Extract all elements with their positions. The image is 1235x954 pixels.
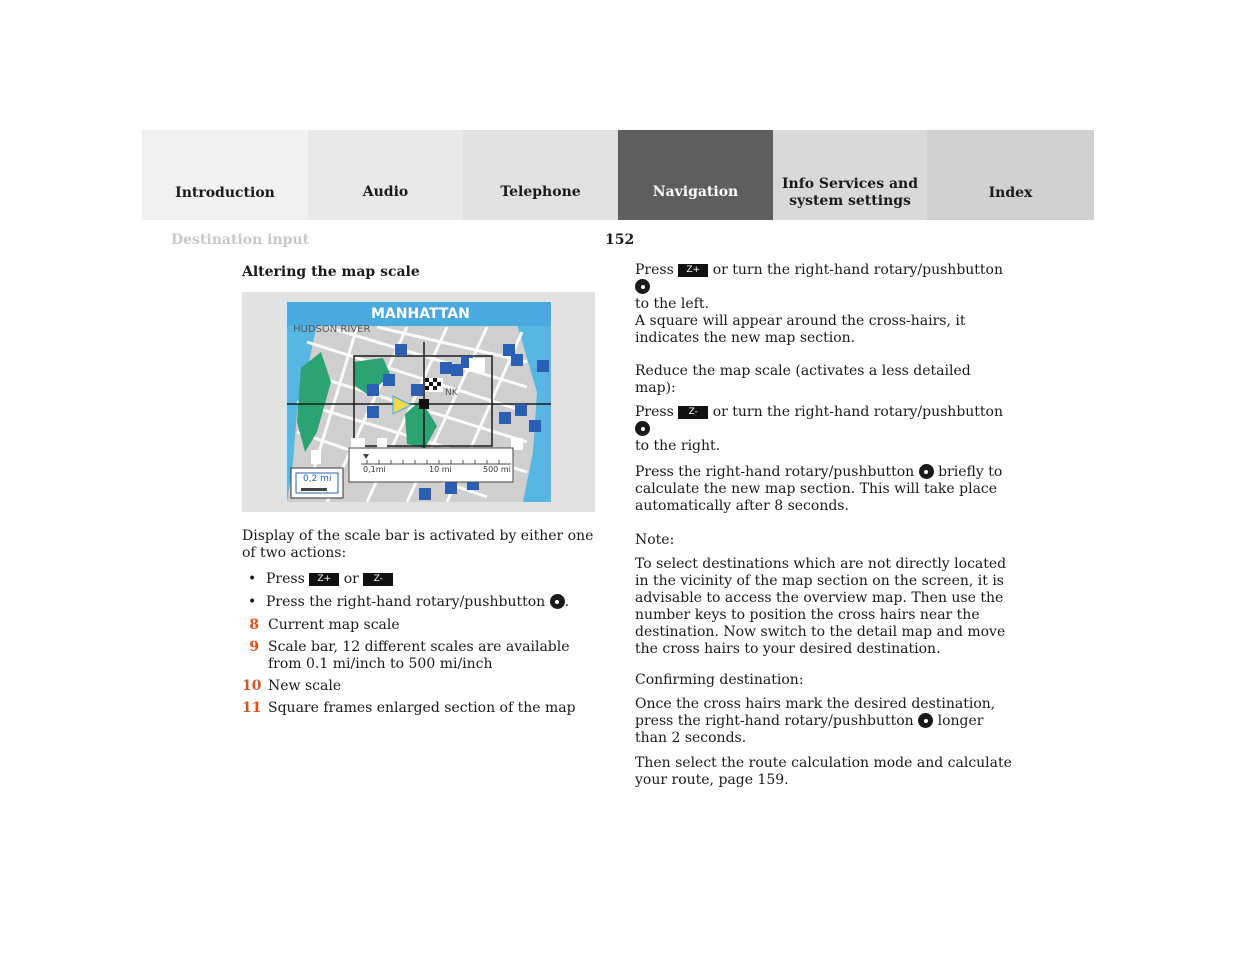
rotary-pushbutton-icon (550, 594, 565, 609)
tab-index[interactable]: Index (927, 130, 1094, 220)
zoom-out-key: Z- (363, 573, 393, 586)
action-list (242, 571, 602, 611)
intro-text: Display of the scale bar is activated by either one of two actions: (242, 528, 594, 561)
tab-audio[interactable]: Audio (308, 130, 463, 220)
tab-navigation[interactable]: Navigation (618, 130, 773, 220)
current-scale-label: 0,2 mi (303, 474, 332, 484)
route-instruction: Then select the route calculation mode and calculate your route, page 159. (635, 755, 1012, 788)
rotary-pushbutton-icon (918, 713, 933, 728)
map-title: MANHATTAN (371, 306, 470, 322)
legend-item-11: 11 Square frames enlarged section of the map (242, 700, 576, 716)
calculate-instruction: Press the right-hand rotary/pushbutton briefly to calculate the new map section. This will take place automatically after 8 seconds. (635, 464, 1003, 514)
rotary-pushbutton-icon (635, 421, 650, 436)
reduce-scale-heading: Reduce the map scale (activates a less detailed map): (635, 363, 971, 396)
scale-tick-min: 0,1mi (363, 465, 386, 474)
rotary-pushbutton-icon (635, 279, 650, 294)
note-label: Note: (635, 532, 675, 548)
rotary-pushbutton-icon (919, 464, 934, 479)
section-title: Destination input (171, 232, 310, 248)
left-column (242, 262, 602, 282)
zoom-in-key: Z+ (309, 573, 339, 586)
list-item: • Press the right-hand rotary/pushbutton . (248, 594, 570, 610)
legend-item-10: 10 New scale (242, 678, 342, 694)
note-text: To select destinations which are not directly located in the vicinity of the map section on the screen, it is advisable to access the overview map. Then use the number keys to position the cross hairs near the destination. Now switch to the detail map and move the cross hairs to your desired destination. (635, 556, 1007, 657)
zoom-in-instruction: Press Z+ or turn the right-hand rotary/pushbutton to the left. (635, 262, 1004, 312)
scale-tick-max: 500 mi (483, 465, 511, 474)
section-heading: Altering the map scale (242, 264, 420, 280)
square-info: A square will appear around the cross-hairs, it indicates the new map section. (635, 313, 966, 346)
left-text (242, 528, 602, 717)
map-river-label: HUDSON RIVER (293, 324, 371, 335)
zoom-in-key: Z+ (678, 264, 708, 277)
legend-item-8: 8 Current map scale (249, 617, 400, 633)
confirm-heading: Confirming destination: (635, 672, 804, 688)
zoom-out-instruction: Press Z- or turn the right-hand rotary/pushbutton to the right. (635, 404, 1004, 454)
tab-telephone[interactable]: Telephone (463, 130, 618, 220)
map-park-label: NK (445, 388, 458, 398)
tab-info-services[interactable]: Info Services and system settings (773, 130, 927, 220)
confirm-instruction: Once the cross hairs mark the desired destination, press the right-hand rotary/pushbutton longer than 2 seconds. (635, 696, 996, 746)
page-number: 152 (605, 232, 635, 248)
map-figure (242, 292, 595, 512)
legend-list (242, 617, 602, 717)
scale-tick-mid: 10 mi (429, 465, 452, 474)
right-column (635, 262, 1015, 789)
chapter-tabs (142, 130, 1094, 220)
legend-item-9: 9 Scale bar, 12 different scales are available from 0.1 mi/inch to 500 mi/inch (249, 639, 570, 672)
map-display (287, 302, 551, 502)
tab-introduction[interactable]: Introduction (142, 130, 308, 220)
list-item: • Press Z+ or Z- (242, 571, 602, 588)
zoom-out-key: Z- (678, 406, 708, 419)
